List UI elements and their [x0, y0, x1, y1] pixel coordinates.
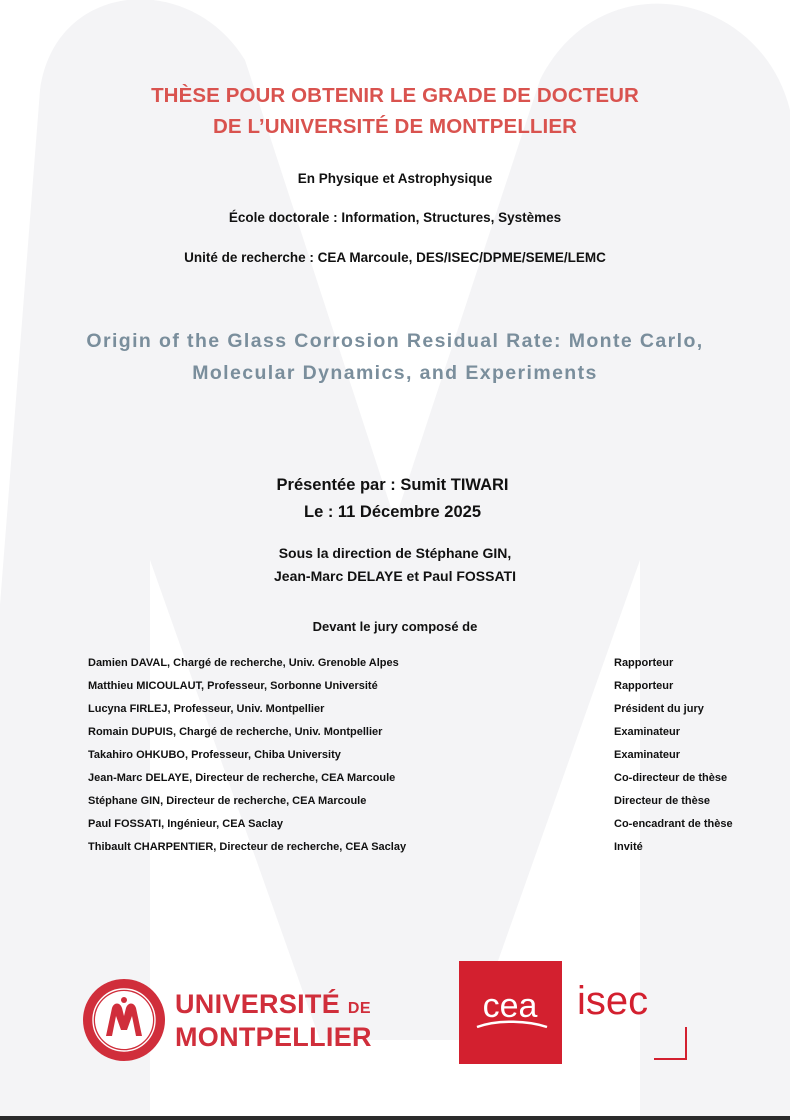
bottom-border [0, 1116, 790, 1120]
thesis-degree-line-2: DE L’UNIVERSITÉ DE MONTPELLIER [212, 115, 578, 138]
thesis-title-line-1: Origin of the Glass Corrosion Residual Rate: Monte Carlo, [86, 330, 704, 352]
supervision-line-1: Sous la direction de Stéphane GIN, [278, 545, 512, 561]
isec-wordmark: isec [577, 979, 649, 1023]
jury-member-role: Examinateur [614, 749, 681, 761]
svg-text:cea: cea [482, 987, 538, 1025]
thesis-title [0, 325, 790, 389]
jury-member-role: Examinateur [614, 726, 681, 738]
jury-member-name: Stéphane GIN, Directeur de recherche, CEA Marcoule [88, 795, 367, 807]
jury-member-name: Thibault CHARPENTIER, Directeur de recherche, CEA Saclay [88, 841, 407, 853]
jury-member-role: Co-directeur de thèse [614, 772, 728, 784]
jury-list [88, 655, 748, 862]
jury-member-row [88, 793, 748, 816]
university-wordmark [175, 990, 372, 1052]
supervision-block [0, 542, 790, 588]
cea-wordmark-icon [459, 961, 562, 1064]
jury-member-name: Paul FOSSATI, Ingénieur, CEA Saclay [88, 818, 283, 830]
jury-member-name: Romain DUPUIS, Chargé de recherche, Univ. Montpellier [88, 726, 383, 738]
jury-member-row [88, 747, 748, 770]
thesis-degree-line-1: THÈSE POUR OBTENIR LE GRADE DE DOCTEUR [151, 84, 639, 107]
cea-logo [459, 961, 562, 1064]
jury-member-name: Lucyna FIRLEJ, Professeur, Univ. Montpellier [88, 703, 325, 715]
jury-member-row [88, 701, 748, 724]
thesis-degree-title [0, 80, 790, 142]
jury-heading: Devant le jury composé de [312, 619, 478, 634]
jury-member-row [88, 724, 748, 747]
corner-bracket-icon [654, 1027, 688, 1061]
jury-member-row [88, 816, 748, 839]
jury-member-row [88, 655, 748, 678]
university-de: DE [347, 1000, 372, 1017]
specialty: En Physique et Astrophysique [297, 171, 493, 186]
jury-member-role: Invité [614, 841, 643, 853]
defense-date: Le : 11 Décembre 2025 [303, 503, 482, 521]
presentation-block [0, 472, 785, 526]
jury-member-name: Takahiro OHKUBO, Professeur, Chiba University [88, 749, 341, 761]
jury-member-row [88, 770, 748, 793]
jury-member-name: Damien DAVAL, Chargé de recherche, Univ. Grenoble Alpes [88, 657, 399, 669]
supervision-line-2: Jean-Marc DELAYE et Paul FOSSATI [274, 568, 516, 584]
universite-montpellier-logo [82, 978, 372, 1078]
jury-member-role: Rapporteur [614, 657, 674, 669]
research-unit: Unité de recherche : CEA Marcoule, DES/ISEC/DPME/SEME/LEMC [184, 250, 606, 265]
university-line-1: UNIVERSITÉ [175, 989, 341, 1019]
thesis-title-line-2: Molecular Dynamics, and Experiments [192, 362, 598, 384]
isec-logo [562, 961, 692, 1064]
jury-member-name: Jean-Marc DELAYE, Directeur de recherche, CEA Marcoule [88, 772, 396, 784]
jury-member-role: Rapporteur [614, 680, 674, 692]
jury-member-name: Matthieu MICOULAUT, Professeur, Sorbonne Université [88, 680, 378, 692]
presented-by: Présentée par : Sumit TIWARI [276, 476, 509, 494]
jury-member-role: Co-encadrant de thèse [614, 818, 733, 830]
jury-member-row [88, 678, 748, 701]
university-seal-icon [82, 978, 166, 1062]
jury-member-role: Directeur de thèse [614, 795, 710, 807]
doctoral-school: École doctorale : Information, Structures, Systèmes [228, 210, 562, 225]
university-line-2: MONTPELLIER [175, 1022, 372, 1052]
jury-member-role: Président du jury [614, 703, 704, 715]
jury-member-row [88, 839, 748, 862]
